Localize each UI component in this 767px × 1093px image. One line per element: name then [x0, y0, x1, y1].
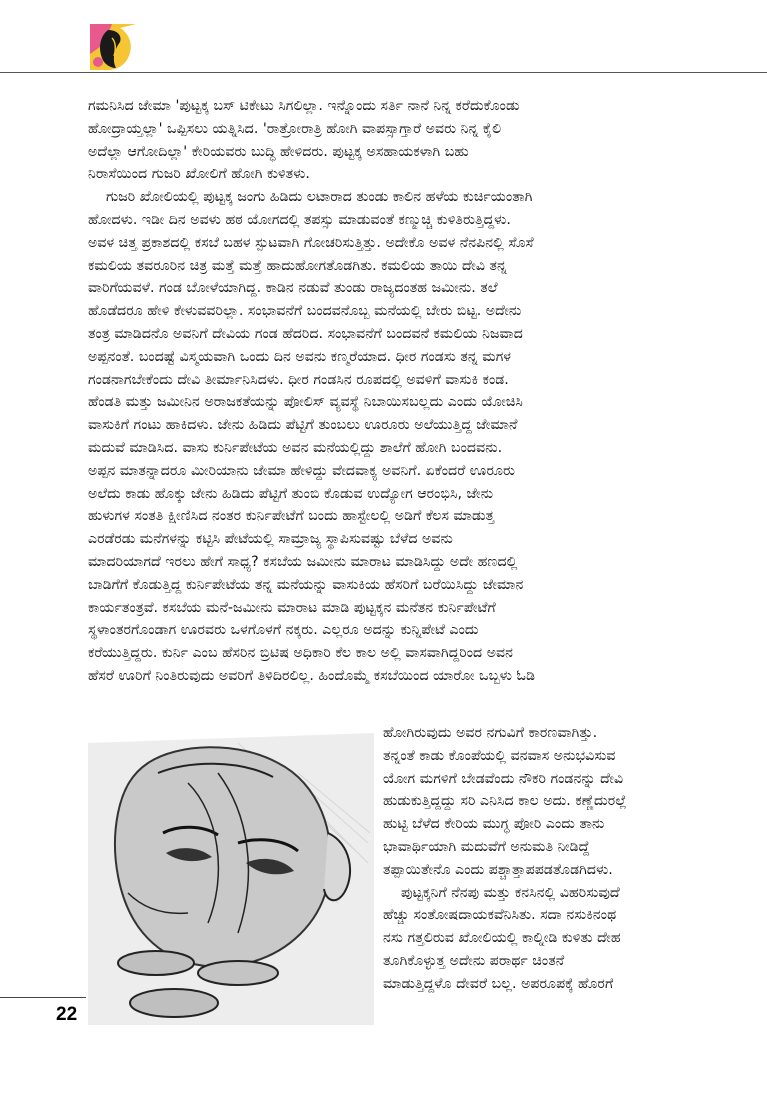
face-profile-logo-icon	[90, 24, 136, 70]
text-line: ಅಪ್ಪನಂತೆ. ಬಂದಷ್ಟೆ ವಿಸ್ಮಯವಾಗಿ ಒಂದು ದಿನ ಅವನು ಕಣ್ಮರೆಯಾದ. ಧೀರ ಗಂಡಸು ತನ್ನ ಮಗಳ	[88, 348, 512, 365]
text-line: ಹೋದ್ರಾಯ್ತಲ್ಲಾ' ಒಪ್ಪಿಸಲು ಯತ್ನಿಸಿದ. 'ರಾತ್ರೋರಾತ್ರಿ ಹೋಗಿ ವಾಪಸ್ಸಾಗ್ತಾರೆ ಅವರು ನಿನ್ನ ಕೈಲಿ	[88, 120, 502, 137]
text-line: ಎರಡೆರಡು ಮನೆಗಳನ್ನು ಕಟ್ಟಿಸಿ ಪೇಟೆಯಲ್ಲಿ ಸಾಮ್ರಾಜ್ಯ ಸ್ಥಾಪಿಸುವಷ್ಟು ಬೆಳೆದ ಅವನು	[88, 531, 453, 548]
column-text-line: ಭಾವಾರ್ಥಿಯಾಗಿ ಮದುವೆಗೆ ಅನುಮತಿ ನೀಡಿದ್ದೆ	[383, 838, 590, 855]
column-text-line: ತಪ್ಪಾಯಿತೇನೊ ಎಂದು ಪಶ್ಚಾತ್ತಾಪಪಡತೊಡಗಿದಳು.	[383, 861, 613, 878]
column-text-line: ಹುಟ್ಟಿ ಬೆಳೆದ ಕೇರಿಯ ಮುಗ್ಧ ಪೋರಿ ಎಂದು ತಾನು	[383, 816, 605, 833]
text-line: ವಾರಿಗೆಯವಳೆ. ಗಂಡ ಬೋಳೆಯಾಗಿದ್ದ. ಕಾಡಿನ ನಡುವೆ ತುಂಡು ರಾಜ್ಯದಂತಹ ಜಮೀನು. ತಲೆ	[88, 280, 498, 297]
text-line: ಹೆಂಡತಿ ಮತ್ತು ಜಮೀನಿನ ಅರಾಜಕತೆಯನ್ನು ಪೋಲಿಸ್ ವ್ಯವಸ್ಥೆ ನಿಬಾಯಿಸಬಲ್ಲದು ಎಂದು ಯೋಚಿಸಿ	[88, 394, 523, 411]
text-line: ಹುಳುಗಳ ಸಂತತಿ ಕ್ಷೀಣಿಸಿದ ನಂತರ ಕುರ್ನಿಪೇಟೆಗೆ ಬಂದು ಹಾಸ್ಟೇಲಲ್ಲಿ ಅಡಿಗೆ ಕೆಲಸ ಮಾಡುತ್ತ	[88, 508, 495, 525]
sketch-face-illustration-icon	[88, 733, 374, 1025]
body-text	[88, 95, 712, 688]
text-line: ಸ್ಥಳಾಂತರಗೊಂಡಾಗ ಊರವರು ಒಳಗೊಳಗೆ ನಕ್ಕರು. ಎಲ್ಲರೂ ಅದನ್ನು ಕುನ್ನಿಪೇಟೆ ಎಂದು	[88, 622, 479, 639]
column-text	[383, 722, 713, 996]
column-text-line: ಹೆಚ್ಚು ಸಂತೋಷದಾಯಕವೆನಿಸಿತು. ಸದಾ ನಸುಕಿನಂಥ	[383, 907, 617, 924]
text-line: ಹೆಸರೆ ಊರಿಗೆ ನಿಂತಿರುವುದು ಅವರಿಗೆ ತಿಳಿದಿರಲಿಲ್ಲ. ಹಿಂದೊಮ್ಮೆ ಕಸಬೆಯಿಂದ ಯಾರೋ ಒಬ್ಬಳು ಓಡಿ	[88, 667, 536, 684]
text-line: ಬಾಡಿಗೆಗೆ ಕೊಡುತ್ತಿದ್ದ ಕುರ್ನಿಪೇಟೆಯ ತನ್ನ ಮನೆಯನ್ನು ವಾಸುಕಿಯ ಹೆಸರಿಗೆ ಬರೆಯಿಸಿದ್ದು ಜೇಮಾನ	[88, 576, 524, 593]
text-line: ನಿರಾಸೆಯಿಂದ ಗುಜರಿ ಖೋಲಿಗೆ ಹೋಗಿ ಕುಳಿತಳು.	[88, 166, 310, 183]
text-line: ಗಂಡನಾಗಬೇಕೆಂದು ದೇವಿ ತೀರ್ಮಾನಿಸಿದಳು. ಧೀರ ಗಂಡಸಿನ ರೂಪದಲ್ಲಿ ಅವಳಿಗೆ ವಾಸುಕಿ ಕಂಡ.	[88, 371, 509, 388]
column-text-line: ತೂಗಿಕೊಳ್ಳುತ್ತ ಅದೇನು ಪರಾರ್ಥ ಚಿಂತನೆ	[383, 952, 565, 969]
column-text-line: ನಸು ಗತ್ತಲಿರುವ ಖೋಲಿಯಲ್ಲಿ ಕಾಲ್ನೀಡಿ ಕುಳಿತು ದೇಹ	[383, 930, 621, 947]
top-rule	[0, 72, 767, 73]
text-line: ಹೋದಳು. ಇಡೀ ದಿನ ಅವಳು ಹಠ ಯೋಗದಲ್ಲಿ ತಪಸ್ಸು ಮಾಡುವಂತೆ ಕಣ್ಮುಚ್ಚಿ ಕುಳಿತಿರುತ್ತಿದ್ದಳು.	[88, 211, 511, 228]
text-line: ಮದುವೆ ಮಾಡಿಸಿದ. ವಾಸು ಕುರ್ನಿಪೇಟೆಯ ಅವನ ಮನೆಯಲ್ಲಿದ್ದು ಶಾಲೆಗೆ ಹೋಗಿ ಬಂದವನು.	[88, 439, 503, 456]
text-line: ಹೊಡೆದರೂ ಹೇಳಿ ಕೇಳುವವರಿಲ್ಲಾ. ಸಂಭಾವನೆಗೆ ಬಂದವನೊಬ್ಬ ಮನೆಯಲ್ಲಿ ಬೇರು ಬಿಟ್ಟ. ಅದೇನು	[88, 303, 522, 320]
column-text-line: ಯೋಗ ಮಗಳಿಗೆ ಬೇಡವೆಂದು ನೌಕರಿ ಗಂಡನನ್ನು ದೇವಿ	[383, 770, 624, 787]
text-line: ವಾಸುಕಿಗೆ ಗಂಟು ಹಾಕಿದಳು. ಜೇನು ಹಿಡಿದು ಪೆಟ್ಟಿಗೆ ತುಂಬಲು ಊರೂರು ಅಲೆಯುತ್ತಿದ್ದ ಜೇಮಾನೆ	[88, 417, 518, 434]
text-line: ಅಲೆದು ಕಾಡು ಹೊಕ್ಕು ಜೇನು ಹಿಡಿದು ಪೆಟ್ಟಿಗೆ ತುಂಬಿ ಕೊಡುವ ಉದ್ಯೋಗ ಆರಂಭಿಸಿ, ಜೇನು	[88, 485, 494, 502]
text-line: ಅಪ್ಪನ ಮಾತನ್ನಾದರೂ ಮೀರಿಯಾನು ಜೇಮಾ ಹೇಳಿದ್ದು ವೇದವಾಕ್ಯ ಅವನಿಗೆ. ಏಕೆಂದರೆ ಊರೂರು	[88, 462, 516, 479]
column-text-line: ಪುಟ್ಟಕ್ಕನಿಗೆ ನೆನಪು ಮತ್ತು ಕನಸಿನಲ್ಲಿ ವಿಹರಿಸುವುದೆ	[383, 884, 620, 901]
page-number: 22	[56, 1004, 78, 1025]
column-text-line: ಹುಡುಕುತ್ತಿದ್ದದ್ದು ಸರಿ ಎನಿಸಿದ ಕಾಲ ಅದು. ಕಣ್ಣೆದುರಲ್ಲೆ	[383, 793, 627, 810]
column-text-line: ಮಾಡುತ್ತಿದ್ದಳೊ ದೇವರೆ ಬಲ್ಲ. ಅಪರೂಪಕ್ಕೆ ಹೊರಗೆ	[383, 975, 614, 992]
text-line: ಮಾದರಿಯಾಗದೆ ಇರಲು ಹೇಗೆ ಸಾಧ್ಯ? ಕಸಬೆಯ ಜಮೀನು ಮಾರಾಟ ಮಾಡಿಸಿದ್ದು ಅದೇ ಹಣದಲ್ಲಿ	[88, 553, 518, 570]
text-line: ಅದೆಲ್ಲಾ ಆಗೋದಿಲ್ಲಾ' ಕೇರಿಯವರು ಬುದ್ಧಿ ಹೇಳಿದರು. ಪುಟ್ಟಕ್ಕ ಅಸಹಾಯಕಳಾಗಿ ಬಹು	[88, 143, 469, 160]
column-text-line: ತನ್ನಂತೆ ಕಾಡು ಕೊಂಪೆಯಲ್ಲಿ ವನವಾಸ ಅನುಭವಿಸುವ	[383, 747, 616, 764]
text-line: ತಂತ್ರ ಮಾಡಿದನೊ ಅವನಿಗೆ ದೇವಿಯ ಗಂಡ ಹೆದರಿದ. ಸಂಭಾವನೆಗೆ ಬಂದವನೆ ಕಮಲಿಯ ನಿಜವಾದ	[88, 325, 523, 342]
text-line: ಕರೆಯುತ್ತಿದ್ದರು. ಕುರ್ನಿ ಎಂಬ ಹೆಸರಿನ ಬ್ರಿಟಿಷ ಅಧಿಕಾರಿ ಕೆಲ ಕಾಲ ಅಲ್ಲಿ ವಾಸವಾಗಿದ್ದರಿಂದ ಅವನ	[88, 645, 514, 662]
column-text-line: ಹೋಗಿರುವುದು ಅವರ ನಗುವಿಗೆ ಕಾರಣವಾಗಿತ್ತು.	[383, 725, 598, 741]
bottom-rule	[0, 997, 86, 998]
text-line: ಗುಜರಿ ಖೋಲಿಯಲ್ಲಿ ಪುಟ್ಟಕ್ಕ ಜಂಗು ಹಿಡಿದು ಲಟಾರಾದ ತುಂಡು ಕಾಲಿನ ಹಳೆಯ ಕುರ್ಚಿಯಂತಾಗಿ	[88, 189, 533, 206]
text-line: ಅವಳ ಚಿತ್ತ ಪ್ರಕಾಶದಲ್ಲಿ ಕಸಬೆ ಬಹಳ ಸ್ಪುಟವಾಗಿ ಗೋಚರಿಸುತ್ತಿತ್ತು. ಅದೇಕೊ ಅವಳ ನೆನಪಿನಲ್ಲಿ ಸೊಸೆ	[88, 234, 534, 251]
text-line: ಗಮನಿಸಿದ ಜೇಮಾ 'ಪುಟ್ಟಕ್ಕ ಬಸ್ ಟಿಕೇಟು ಸಿಗಲಿಲ್ಲಾ. ಇನ್ನೊಂದು ಸರ್ತಿ ನಾನೆ ನಿನ್ನ ಕರೆದುಕೊಂಡು	[88, 98, 520, 114]
text-line: ಕಮಲಿಯ ತವರೂರಿನ ಚಿತ್ರ ಮತ್ತೆ ಮತ್ತೆ ಹಾದುಹೋಗತೊಡಗಿತು. ಕಮಲಿಯ ತಾಯಿ ದೇವಿ ತನ್ನ	[88, 257, 507, 274]
text-line: ಕಾರ್ಯತಂತ್ರವೆ. ಕಸಬೆಯ ಮನೆ-ಜಮೀನು ಮಾರಾಟ ಮಾಡಿ ಪುಟ್ಟಕ್ಕನ ಮನೆತನ ಕುರ್ನಿಪೇಟೆಗೆ	[88, 599, 496, 616]
